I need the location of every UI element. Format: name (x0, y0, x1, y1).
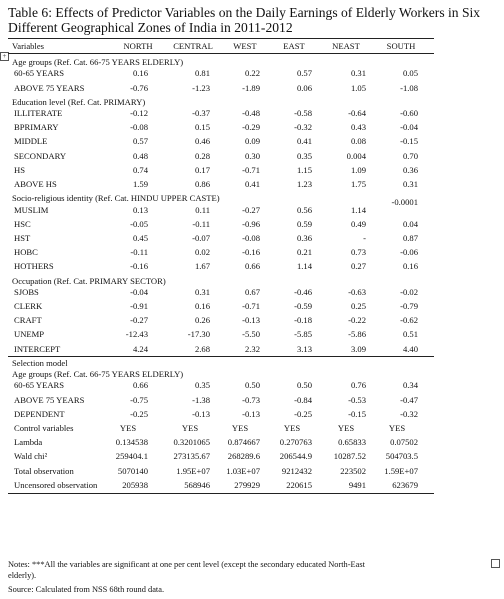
cell: -0.07 (192, 232, 210, 243)
cell: 1.23 (296, 179, 312, 189)
row-label: Uncensored observation (14, 479, 98, 490)
header-east: EAST (283, 41, 305, 51)
cell: -0.63 (348, 286, 366, 297)
cell: -0.48 (242, 108, 260, 118)
cell: -0.73 (242, 394, 260, 405)
cell: 0.73 (350, 247, 366, 258)
cell: -0.05 (130, 218, 148, 229)
cell: 0.87 (402, 232, 418, 243)
row-label: HOTHERS (14, 261, 54, 272)
cell: 0.07502 (390, 437, 418, 448)
cell: -0.37 (192, 108, 210, 118)
header-neast: NEAST (332, 41, 360, 51)
row-label: HST (14, 232, 31, 243)
cell: 0.70 (402, 150, 418, 161)
cell: -0.12 (130, 108, 148, 118)
cell: -1.38 (192, 394, 210, 405)
cell: 0.25 (350, 301, 366, 311)
header-west: WEST (233, 41, 257, 51)
cell: -0.96 (242, 218, 260, 229)
cell: -0.79 (400, 301, 418, 311)
cell: -0.27 (130, 315, 148, 326)
cell: 1.59 (132, 179, 148, 189)
cell: 0.31 (194, 286, 210, 297)
cell: -0.22 (348, 315, 366, 326)
cell: 0.35 (194, 380, 210, 391)
cell: - (363, 232, 366, 243)
table-bottom-rule (8, 493, 434, 494)
cell: -0.64 (348, 108, 366, 118)
cell: 3.09 (350, 343, 366, 354)
cell: 4.24 (132, 343, 148, 354)
cell: -0.75 (130, 394, 148, 405)
cell: -0.76 (130, 82, 148, 93)
row-label: MUSLIM (14, 204, 49, 215)
cell: 205938 (122, 479, 148, 490)
header-south: SOUTH (386, 41, 416, 51)
cell: 0.51 (402, 329, 418, 340)
cell: 0.15 (194, 122, 210, 133)
cell: -0.0001 (391, 196, 418, 207)
cell: YES (283, 423, 301, 433)
cell: -0.84 (294, 394, 312, 405)
row-label: 60-65 YEARS (14, 68, 65, 79)
cell: 268289.6 (227, 451, 260, 462)
cell: 0.16 (194, 301, 210, 311)
section-label: Occupation (Ref. Cat. PRIMARY SECTOR) (12, 275, 166, 286)
cell: -0.15 (348, 408, 366, 419)
cell: -0.04 (130, 286, 148, 297)
cell: -0.25 (294, 408, 312, 419)
cell: 2.32 (244, 343, 260, 354)
row-label: MIDDLE (14, 136, 48, 147)
cell: 220615 (286, 479, 312, 490)
cell: 0.76 (350, 380, 366, 391)
row-label: Wald chi² (14, 451, 48, 462)
cell: 259404.1 (115, 451, 148, 462)
cell: 623679 (392, 479, 418, 490)
cell: -0.27 (242, 204, 260, 215)
cell: 0.22 (244, 68, 260, 79)
cell: 0.45 (132, 232, 148, 243)
cell: 0.36 (402, 164, 418, 175)
cell: -0.13 (242, 315, 260, 326)
header-bottom-rule (8, 53, 434, 54)
cell: -17.30 (187, 329, 210, 340)
cell: -0.13 (242, 408, 260, 419)
cell: 0.66 (244, 261, 260, 272)
cell: -0.32 (400, 408, 418, 419)
cell: 0.41 (296, 136, 312, 147)
section-label: Selection model (12, 357, 68, 368)
cell: 0.134538 (115, 437, 148, 448)
cell: 1.03E+07 (226, 465, 260, 476)
cell: -5.85 (294, 329, 312, 340)
header-variables: Variables (12, 41, 44, 51)
cell: -0.18 (294, 315, 312, 326)
row-label: HSC (14, 218, 31, 229)
cell: 0.49 (350, 218, 366, 229)
cell: -5.86 (348, 329, 366, 340)
row-label: SJOBS (14, 286, 39, 297)
cell: 1.05 (350, 82, 366, 93)
cell: -0.25 (130, 408, 148, 419)
cell: 0.36 (296, 232, 312, 243)
notes-line-2: elderly). (8, 571, 37, 580)
cell: -0.71 (242, 164, 260, 175)
cell: 0.57 (296, 68, 312, 79)
end-of-table-marker-icon (491, 559, 500, 568)
cell: 0.66 (132, 380, 148, 391)
cell: 0.06 (296, 82, 312, 93)
cell: -0.47 (400, 394, 418, 405)
cell: -1.89 (242, 82, 260, 93)
row-label: Control variables (14, 423, 74, 433)
cell: 2.68 (194, 343, 210, 354)
row-label: ABOVE HS (14, 179, 57, 189)
header-top-rule (8, 38, 434, 39)
row-label: HOBC (14, 247, 38, 258)
header-central: CENTRAL (173, 41, 213, 51)
cell: -0.46 (294, 286, 312, 297)
section-label: Age groups (Ref. Cat. 66-75 YEARS ELDERLY) (12, 369, 184, 380)
cell: 1.14 (350, 204, 366, 215)
cell: 0.81 (194, 68, 210, 79)
cell: -0.91 (130, 301, 148, 311)
row-label: SECONDARY (14, 150, 67, 161)
cell: 0.48 (132, 150, 148, 161)
row-label: ABOVE 75 YEARS (14, 394, 85, 405)
cell: 0.02 (194, 247, 210, 258)
cell: -0.71 (242, 301, 260, 311)
cell: -0.08 (130, 122, 148, 133)
cell: 1.09 (350, 164, 366, 175)
cell: 0.08 (350, 136, 366, 147)
row-label: UNEMP (14, 329, 45, 340)
table-move-handle-icon[interactable]: + (0, 52, 9, 61)
cell: 0.16 (132, 68, 148, 79)
cell: 279929 (234, 479, 260, 490)
cell: 0.46 (194, 136, 210, 147)
cell: 0.50 (244, 380, 260, 391)
cell: -0.32 (294, 122, 312, 133)
section-divider-rule (8, 356, 434, 357)
cell: 0.30 (244, 150, 260, 161)
cell: 1.59E+07 (384, 465, 418, 476)
cell: -0.59 (294, 301, 312, 311)
cell: 568946 (184, 479, 210, 490)
cell: 1.14 (296, 261, 312, 272)
section-label: Education level (Ref. Cat. PRIMARY) (12, 96, 146, 107)
cell: -0.16 (130, 261, 148, 272)
cell: YES (119, 423, 137, 433)
cell: 0.43 (350, 122, 366, 133)
cell: -0.02 (400, 286, 418, 297)
cell: 0.65833 (338, 437, 366, 448)
cell: 0.09 (244, 136, 260, 147)
cell: 0.27 (350, 261, 366, 272)
row-label: HS (14, 164, 25, 175)
cell: 0.11 (195, 204, 210, 215)
cell: 0.74 (132, 164, 148, 175)
cell: 0.21 (296, 247, 312, 258)
cell: -0.62 (400, 315, 418, 326)
row-label: Lambda (14, 437, 43, 448)
cell: -0.13 (192, 408, 210, 419)
cell: -5.50 (242, 329, 260, 340)
cell: 0.35 (296, 150, 312, 161)
cell: -0.16 (242, 247, 260, 258)
cell: 10287.52 (333, 451, 366, 462)
header-north: NORTH (123, 41, 153, 51)
section-label: Socio-religious identity (Ref. Cat. HINDU UPPER CASTE) (12, 193, 220, 204)
cell: -0.04 (400, 122, 418, 133)
cell: YES (388, 423, 406, 433)
row-label: CRAFT (14, 315, 42, 326)
cell: 0.28 (194, 150, 210, 161)
cell: 0.874667 (227, 437, 260, 448)
cell: 0.13 (132, 204, 148, 215)
row-label: BPRIMARY (14, 122, 59, 133)
row-label: DEPENDENT (14, 408, 65, 419)
cell: 1.15 (296, 164, 312, 175)
cell: -0.06 (400, 247, 418, 258)
cell: 0.31 (350, 68, 366, 79)
row-label: Total observation (14, 465, 74, 476)
cell: 206544.9 (279, 451, 312, 462)
notes-line-1: Notes: ***All the variables are significant at one per cent level (except the secondary educated North-East (8, 560, 365, 569)
cell: 0.16 (402, 261, 418, 272)
cell: -1.23 (192, 82, 210, 93)
section-label: Age groups (Ref. Cat. 66-75 YEARS ELDERLY) (12, 57, 184, 67)
cell: 0.86 (194, 179, 210, 189)
cell: 0.26 (194, 315, 210, 326)
cell: 0.50 (296, 380, 312, 391)
cell: 0.34 (402, 380, 418, 391)
cell: -0.08 (242, 232, 260, 243)
cell: 0.004 (346, 150, 366, 161)
cell: -0.11 (192, 218, 210, 229)
cell: 223502 (340, 465, 366, 476)
cell: 9491 (348, 479, 366, 490)
cell: 0.57 (132, 136, 148, 147)
row-label: ABOVE 75 YEARS (14, 82, 85, 93)
row-label: INTERCEPT (14, 343, 61, 354)
cell: 1.75 (350, 179, 366, 189)
cell: -0.29 (242, 122, 260, 133)
cell: 9212432 (281, 465, 312, 476)
table-title: Table 6: Effects of Predictor Variables on the Daily Earnings of Elderly Workers in Six Different Geographical Zones of India in 2011-2012 (8, 5, 481, 35)
cell: -0.11 (130, 247, 148, 258)
cell: -0.53 (348, 394, 366, 405)
cell: 0.59 (296, 218, 312, 229)
cell: 0.04 (402, 218, 418, 229)
source-note: Source: Calculated from NSS 68th round data. (8, 585, 165, 594)
cell: 3.13 (296, 343, 312, 354)
cell: 1.67 (194, 261, 210, 272)
cell: -1.08 (400, 82, 418, 93)
cell: 4.40 (402, 343, 418, 354)
row-label: 60-65 YEARS (14, 380, 65, 391)
cell: 0.05 (402, 68, 418, 79)
cell: 1.95E+07 (176, 465, 210, 476)
row-label: CLERK (14, 301, 43, 311)
cell: 0.67 (244, 286, 260, 297)
cell: 0.41 (244, 179, 260, 189)
cell: 0.17 (194, 164, 210, 175)
cell: -0.15 (400, 136, 418, 147)
cell: YES (181, 423, 199, 433)
cell: 0.3201065 (173, 437, 210, 448)
cell: -0.60 (400, 108, 418, 118)
cell: -12.43 (125, 329, 148, 340)
cell: 0.31 (402, 179, 418, 189)
cell: -0.58 (294, 108, 312, 118)
cell: 0.56 (296, 204, 312, 215)
row-label: ILLITERATE (14, 108, 63, 118)
cell: YES (337, 423, 355, 433)
cell: 273135.67 (173, 451, 210, 462)
cell: 504703.5 (385, 451, 418, 462)
cell: YES (231, 423, 249, 433)
cell: 0.270763 (279, 437, 312, 448)
cell: 5070140 (117, 465, 148, 476)
